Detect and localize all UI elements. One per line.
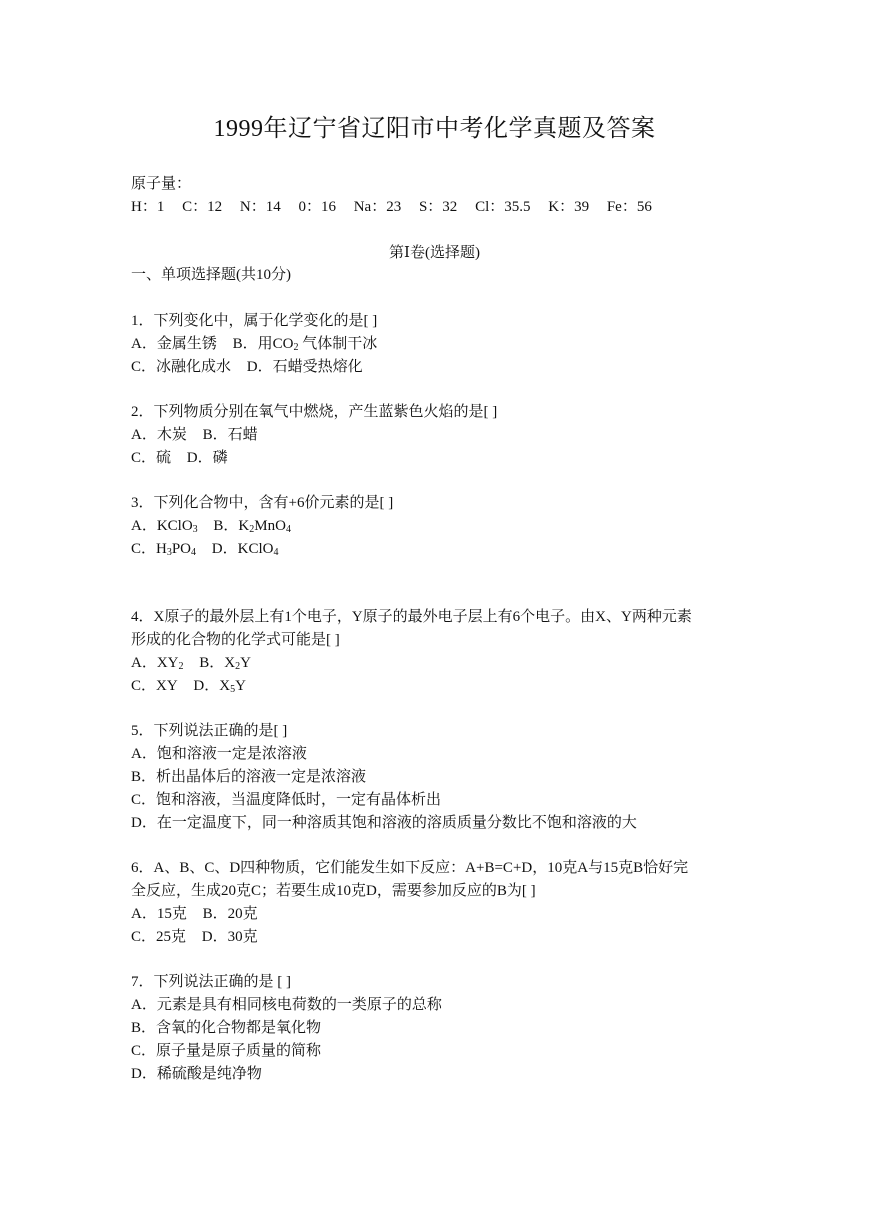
q3-stem: 3．下列化合物中，含有+6价元素的是[ ] — [131, 495, 394, 511]
q4-option-a: A．$XY_2$ — [131, 655, 184, 672]
q1-option-d: D．石蜡受热熔化 — [246, 359, 363, 375]
q3-option-c: C．$H_3PO_4$ — [131, 541, 197, 558]
atomic-mass-n: N：14 — [239, 199, 281, 215]
q7-option-c: C．原子量是原子质量的简称 — [131, 1043, 322, 1059]
atomic-mass-na: Na：23 — [353, 199, 402, 215]
atomic-mass-list — [131, 197, 652, 217]
atomic-mass-k: K：39 — [548, 199, 590, 215]
q5-option-c: C．饱和溶液，当温度降低时，一定有晶体析出 — [131, 792, 442, 808]
q6-stem-line2: 全反应，生成20克C；若要生成10克D，需要参加反应的B为[ ] — [131, 883, 536, 899]
q4-options-row1 — [131, 653, 251, 673]
q2-option-c: C．硫 — [131, 450, 172, 466]
q2-options-row2 — [131, 448, 228, 468]
q6-stem-line1: 6．A、B、C、D四种物质，它们能发生如下反应：A+B=C+D，10克A与15克B恰好完 — [131, 860, 689, 876]
q5-option-b: B．析出晶体后的溶液一定是浓溶液 — [131, 769, 367, 785]
q4-option-b: B．$X_2Y$ — [199, 655, 251, 672]
q1-option-a: A．金属生锈 — [131, 336, 217, 352]
q7-option-b: B．含氧的化合物都是氧化物 — [131, 1020, 322, 1036]
q6-option-d: D．30克 — [201, 929, 258, 945]
q1-stem: 1．下列变化中，属于化学变化的是[ ] — [131, 313, 378, 329]
q2-option-a: A．木炭 — [131, 427, 187, 443]
q2-options-row1 — [131, 425, 258, 445]
q6-options-row1 — [131, 904, 258, 924]
q6-option-c: C．25克 — [131, 929, 187, 945]
q5-stem: 5．下列说法正确的是[ ] — [131, 723, 288, 739]
q3-option-a: A．KClO$_3$ — [131, 518, 198, 535]
atomic-mass-h: H：1 — [131, 199, 165, 215]
q2-option-d: D．磷 — [186, 450, 228, 466]
q4-options-row2 — [131, 676, 246, 696]
q4-option-c: C．XY — [131, 678, 178, 694]
q1-option-b: B．用$CO_2$ 气体制干冰 — [232, 336, 378, 353]
q5-option-a: A．饱和溶液一定是浓溶液 — [131, 746, 307, 762]
q3-option-b: B．$K_2MnO_4$ — [213, 518, 291, 535]
atomic-mass-c: C：12 — [182, 199, 223, 215]
q1-options-row2 — [131, 357, 363, 377]
atomic-mass-fe: Fe：56 — [606, 199, 652, 215]
q4-stem-line1: 4．X原子的最外层上有1个电子，Y原子的最外电子层上有6个电子。由X、Y两种元素 — [131, 609, 692, 625]
q1-option-c: C．冰融化成水 — [131, 359, 232, 375]
atomic-mass-label: 原子量： — [131, 176, 192, 192]
q7-option-d: D．稀硫酸是纯净物 — [131, 1066, 262, 1082]
q4-option-d: D．$X_5Y$ — [193, 678, 246, 695]
atomic-mass-cl: Cl：35.5 — [475, 199, 531, 215]
q7-stem: 7．下列说法正确的是 [ ] — [131, 974, 291, 990]
q3-options-row2 — [131, 539, 278, 559]
q6-option-b: B．20克 — [202, 906, 258, 922]
q3-option-d: D．KClO$_4$ — [211, 541, 279, 558]
q7-option-a: A．元素是具有相同核电荷数的一类原子的总称 — [131, 997, 442, 1013]
q6-option-a: A．15克 — [131, 906, 187, 922]
q2-stem: 2．下列物质分别在氧气中燃烧，产生蓝紫色火焰的是[ ] — [131, 404, 498, 420]
atomic-mass-s: S：32 — [418, 199, 458, 215]
q2-option-b: B．石蜡 — [202, 427, 258, 443]
q5-option-d: D．在一定温度下，同一种溶质其饱和溶液的溶质质量分数比不饱和溶液的大 — [131, 815, 637, 831]
q3-options-row1 — [131, 516, 291, 536]
section-heading: 第Ⅰ卷(选择题) — [389, 245, 480, 261]
section-subheading: 一、单项选择题(共10分) — [131, 267, 291, 283]
q4-stem-line2: 形成的化合物的化学式可能是[ ] — [131, 632, 340, 648]
q6-options-row2 — [131, 927, 258, 947]
q1-options-row1 — [131, 334, 377, 354]
document-title: 1999年辽宁省辽阳市中考化学真题及答案 — [213, 116, 656, 142]
atomic-mass-o: 0：16 — [298, 199, 336, 215]
